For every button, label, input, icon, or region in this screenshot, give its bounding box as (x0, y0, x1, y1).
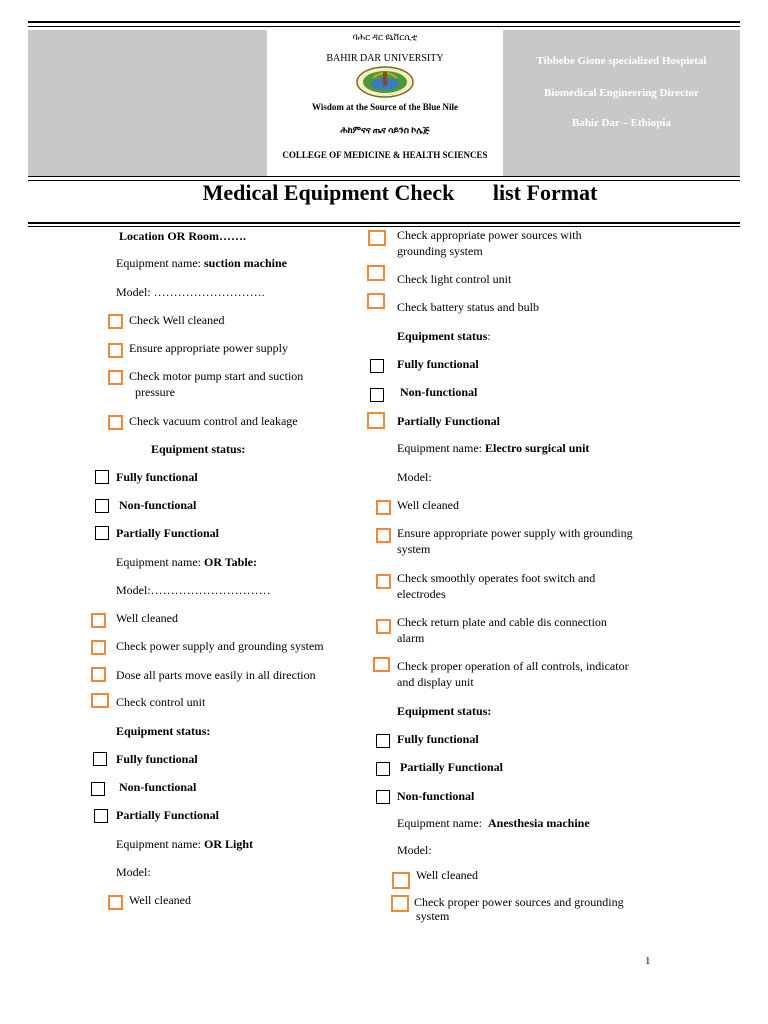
check-item: Check battery status and bulb (397, 300, 539, 314)
equipment-name-1: Equipment name: suction machine (116, 256, 287, 270)
checkbox[interactable] (91, 693, 109, 708)
model-field-1: Model: ………………………. (116, 285, 265, 299)
check-item: Check light control unit (397, 272, 512, 286)
check-item: Dose all parts move easily in all direction (116, 668, 316, 682)
checkbox[interactable] (373, 657, 390, 672)
header-left-panel (28, 30, 267, 176)
checkbox[interactable] (108, 415, 123, 430)
status-option: Non-functional (400, 385, 478, 399)
page-number: 1 (645, 955, 651, 967)
model-field-5: Model: (397, 843, 432, 857)
check-item: Check appropriate power sources with (397, 228, 582, 242)
check-item-continued: grounding system (397, 244, 483, 258)
checkbox[interactable] (370, 359, 384, 373)
equipment-name-3: Equipment name: OR Light (116, 837, 253, 851)
check-item-continued: alarm (397, 631, 425, 645)
check-item: Check proper operation of all controls, indicator (397, 659, 629, 673)
check-item: Well cleaned (397, 498, 459, 512)
equipment-name-4: Equipment name: Electro surgical unit (397, 441, 590, 455)
checkbox[interactable] (94, 809, 108, 823)
status-option: Non-functional (397, 789, 475, 803)
title-bottom-rule (28, 222, 740, 224)
university-name: BAHIR DAR UNIVERSITY (326, 53, 444, 64)
checkbox[interactable] (91, 667, 106, 682)
checkbox[interactable] (95, 470, 109, 484)
header-center-panel (267, 30, 503, 176)
check-item: Check Well cleaned (129, 313, 225, 327)
status-option: Partially Functional (397, 414, 500, 428)
status-option: Non-functional (119, 498, 197, 512)
checkbox[interactable] (108, 895, 123, 910)
university-motto: Wisdom at the Source of the Blue Nile (312, 102, 458, 112)
checkbox[interactable] (376, 762, 390, 776)
check-item: Check smoothly operates foot switch and (397, 571, 596, 585)
checkbox[interactable] (376, 500, 391, 515)
check-item: Check power supply and grounding system (116, 639, 324, 653)
equipment-status-label: Equipment status: (397, 704, 492, 718)
check-item: Ensure appropriate power supply (129, 341, 288, 355)
page-title: Medical Equipment Check list Format (202, 180, 598, 205)
department-name: Biomedical Engineering Director (544, 87, 699, 99)
header-right-panel (503, 30, 740, 176)
checkbox[interactable] (376, 619, 391, 634)
status-option: Partially Functional (116, 808, 219, 822)
checkbox[interactable] (108, 314, 123, 329)
equipment-status-label: Equipment status: (116, 724, 211, 738)
title-bottom-rule-thin (28, 226, 740, 227)
checkbox[interactable] (391, 895, 409, 912)
equipment-name-2: Equipment name: OR Table: (116, 555, 257, 569)
checkbox[interactable] (376, 734, 390, 748)
checkbox[interactable] (91, 640, 106, 655)
college-name: COLLEGE OF MEDICINE & HEALTH SCIENCES (282, 150, 488, 160)
checkbox[interactable] (93, 752, 107, 766)
checkbox[interactable] (91, 782, 105, 796)
university-name-amharic: ባሕር ዳር ዩኒቨርሲቲ (352, 32, 418, 42)
check-item: Check motor pump start and suction (129, 369, 304, 383)
checkbox[interactable] (376, 528, 391, 543)
check-item: Well cleaned (416, 868, 478, 882)
status-option: Partially Functional (400, 760, 503, 774)
checkbox[interactable] (392, 872, 410, 889)
checkbox[interactable] (367, 265, 385, 281)
top-rule (28, 21, 740, 23)
check-item-continued: system (416, 909, 450, 923)
model-field-4: Model: (397, 470, 432, 484)
status-option: Fully functional (397, 732, 479, 746)
status-option: Fully functional (116, 752, 198, 766)
header-bottom-rule (28, 176, 740, 177)
university-logo (355, 66, 415, 98)
checkbox[interactable] (368, 230, 386, 246)
equipment-status-label: Equipment status: (397, 329, 491, 343)
location-field: Location OR Room……. (119, 229, 246, 243)
check-item-continued: electrodes (397, 587, 446, 601)
hospital-name: Tibbebe Gione specialized Hospietal (536, 55, 707, 67)
check-item: Check control unit (116, 695, 206, 709)
model-field-3: Model: (116, 865, 151, 879)
check-item: Well cleaned (116, 611, 178, 625)
checkbox[interactable] (367, 412, 385, 429)
check-item-continued: and display unit (397, 675, 474, 689)
checkbox[interactable] (370, 388, 384, 402)
checkbox[interactable] (108, 343, 123, 358)
college-name-amharic: ሕክምናና ጤና ሳይንስ ኮሌጅ (340, 125, 430, 135)
model-field-2: Model:………………………… (116, 583, 271, 597)
equipment-status-label: Equipment status: (151, 442, 246, 456)
status-option: Fully functional (397, 357, 479, 371)
checkbox[interactable] (376, 574, 391, 589)
checkbox[interactable] (95, 499, 109, 513)
check-item: Ensure appropriate power supply with grounding (397, 526, 633, 540)
checkbox[interactable] (95, 526, 109, 540)
status-option: Partially Functional (116, 526, 219, 540)
check-item: Check vacuum control and leakage (129, 414, 298, 428)
checkbox[interactable] (367, 293, 385, 309)
checkbox[interactable] (108, 370, 123, 385)
check-item: Well cleaned (129, 893, 191, 907)
status-option: Non-functional (119, 780, 197, 794)
check-item: Check return plate and cable dis connection (397, 615, 607, 629)
check-item-continued: pressure (135, 385, 175, 399)
check-item-continued: system (397, 542, 431, 556)
status-option: Fully functional (116, 470, 198, 484)
hospital-location: Bahir Dar – Ethiopia (572, 117, 671, 129)
check-item: Check proper power sources and grounding (414, 895, 624, 909)
checkbox[interactable] (91, 613, 106, 628)
checkbox[interactable] (376, 790, 390, 804)
top-rule-thin (28, 26, 740, 27)
equipment-name-5: Equipment name: Anesthesia machine (397, 816, 590, 830)
